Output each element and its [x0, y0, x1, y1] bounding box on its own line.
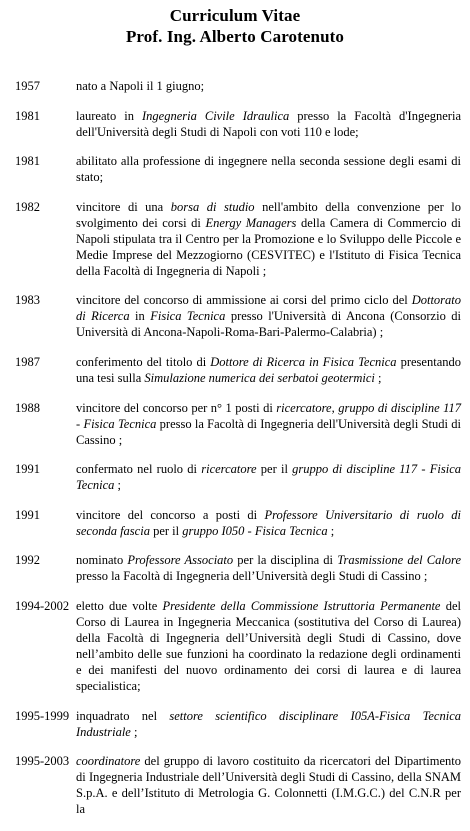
entry-description — [76, 108, 461, 140]
cv-entry — [0, 708, 470, 740]
entry-description — [76, 708, 461, 740]
entry-year: 1982 — [15, 199, 40, 214]
cv-entry — [0, 78, 470, 94]
cv-entry — [0, 507, 470, 539]
text-span: per il — [256, 462, 293, 477]
italic-phrase: Simulazione numerica dei serbatoi geotermici — [144, 370, 375, 385]
entry-year: 1995-2003 — [15, 754, 70, 769]
text-span: per la disciplina di — [233, 553, 338, 568]
text-span: abilitato alla professione di ingegnere nella seconda sessione degli esami di stato; — [76, 154, 461, 185]
cv-entry — [0, 400, 470, 448]
text-span: del Corso di Laurea in Ingegneria Meccanica (sostitutiva del Corso di Laurea) della Facoltà di Ingegneria dell’Università degli Studi di Cassino, dove nell’ambito delle sue funzioni ha coordinato la redazione degli ordinamenti e dei manifesti del nuovo ordinamento dei corsi di laurea e di laurea specialistica; — [76, 598, 461, 693]
cv-entry — [0, 461, 470, 493]
italic-phrase: ricercatore — [201, 462, 257, 477]
italic-phrase: Presidente della Commissione Istruttoria Permanente — [162, 598, 441, 613]
italic-phrase: Professore Associato — [127, 553, 234, 568]
text-span: in — [129, 309, 151, 324]
text-span: della Camera di Commercio di Napoli stipulata tra il Centro per la Promozione e lo Sviluppo delle Piccole e Medie Imprese del Mezzogiorno (CESVITEC) e l'Istituto di Fisica Tecnica della Facoltà di Ingegneria di Napoli ; — [76, 215, 461, 278]
entry-year: 1992 — [15, 553, 40, 568]
italic-phrase: borsa di studio — [170, 199, 255, 214]
author-name: Prof. Ing. Alberto Carotenuto — [125, 27, 345, 46]
entry-description — [76, 753, 461, 817]
entry-description — [76, 598, 461, 694]
text-span: vincitore del concorso a posti di — [76, 507, 265, 522]
entry-year: 1981 — [15, 154, 40, 169]
cv-entry — [0, 354, 470, 386]
italic-phrase: Trasmissione del Calore — [337, 553, 462, 568]
entry-year: 1957 — [15, 79, 40, 93]
cv-entry — [0, 598, 470, 694]
text-span: presso la Facoltà d'Ingegneria dell'Università degli Studi di Napoli con voti 110 e lode; — [76, 108, 461, 139]
text-span: vincitore di una — [76, 199, 171, 214]
italic-phrase: settore scientifico disciplinare I05A-Fisica Tecnica Industriale — [76, 708, 462, 739]
entry-description — [76, 354, 461, 386]
cv-entry — [0, 199, 470, 279]
text-span: inquadrato nel — [76, 708, 170, 723]
cv-entry — [0, 292, 470, 340]
entry-description — [76, 461, 461, 493]
document-title: Curriculum Vitae — [169, 6, 301, 25]
entry-year: 1994-2002 — [15, 598, 70, 613]
text-span: ; — [130, 724, 138, 739]
italic-phrase: gruppo I050 - Fisica Tecnica — [182, 523, 328, 538]
text-span: confermato nel ruolo di — [76, 462, 202, 477]
text-span: laureato in — [76, 108, 142, 123]
italic-phrase: Dottore di Ricerca in Fisica Tecnica — [210, 354, 397, 369]
text-span: del gruppo di lavoro costituito da ricercatori del Dipartimento di Ingegneria Industriale dell’Università degli Studi di Cassino, della SNAM S.p.A. e dell’Istituto di Metrologia G. Colonnetti (I.M.G.C.) del C.N.R per la — [76, 754, 461, 817]
text-span: nell'ambito della convenzione per lo svolgimento dei corsi di — [76, 199, 462, 230]
cv-entry — [0, 108, 470, 140]
italic-phrase: Ingegneria Civile Idraulica — [142, 108, 290, 123]
text-span: presso l'Università di Ancona (Consorzio di Università di Ancona-Napoli-Roma-Bari-Palermo-Calabria) ; — [76, 309, 461, 340]
italic-phrase: ricercatore, gruppo di discipline 117 - Fisica Tecnica — [76, 400, 461, 431]
text-span: ; — [374, 370, 382, 385]
text-span: per il — [149, 523, 183, 538]
text-span: presso la Facoltà di Ingegneria dell'Università degli Studi di Cassino ; — [76, 416, 461, 447]
text-span: eletto due volte — [76, 598, 163, 613]
text-span: nato a Napoli il 1 giugno; — [76, 79, 205, 93]
entry-description — [76, 507, 461, 539]
entry-year: 1991 — [15, 507, 40, 522]
cv-entries — [0, 78, 470, 831]
text-span: conferimento del titolo di — [76, 354, 211, 369]
entry-year: 1995-1999 — [15, 708, 70, 723]
cv-entry — [0, 153, 470, 185]
entry-description — [76, 552, 461, 584]
cv-entry — [0, 552, 470, 584]
entry-description — [76, 78, 461, 94]
entry-year: 1981 — [15, 108, 40, 123]
cv-entry — [0, 753, 470, 817]
entry-description — [76, 199, 461, 279]
italic-phrase: Fisica Tecnica — [150, 309, 226, 324]
text-span: presentando una tesi sulla — [76, 354, 461, 385]
italic-phrase: gruppo di discipline 117 - Fisica Tecnica — [76, 462, 461, 493]
text-span: ; — [327, 523, 335, 538]
entry-year: 1988 — [15, 400, 40, 415]
entry-description — [76, 292, 461, 340]
italic-phrase: coordinatore — [76, 754, 141, 769]
entry-description — [76, 153, 461, 185]
entry-year: 1987 — [15, 354, 40, 369]
entry-year: 1983 — [15, 293, 40, 308]
entry-description — [76, 400, 461, 448]
text-span: ; — [114, 478, 122, 493]
text-span: presso la Facoltà di Ingegneria dell’Università degli Studi di Cassino ; — [76, 569, 428, 584]
text-span: vincitore del concorso di ammissione ai corsi del primo ciclo del — [76, 293, 412, 308]
italic-phrase: Dottorato di Ricerca — [76, 293, 461, 324]
text-span: nominato — [76, 553, 128, 568]
italic-phrase: Energy Managers — [205, 215, 297, 230]
entry-year: 1991 — [15, 462, 40, 477]
italic-phrase: Professore Universitario di ruolo di seconda fascia — [76, 507, 461, 538]
document-header — [0, 5, 470, 47]
text-span: vincitore del concorso per n° 1 posti di — [76, 400, 277, 415]
